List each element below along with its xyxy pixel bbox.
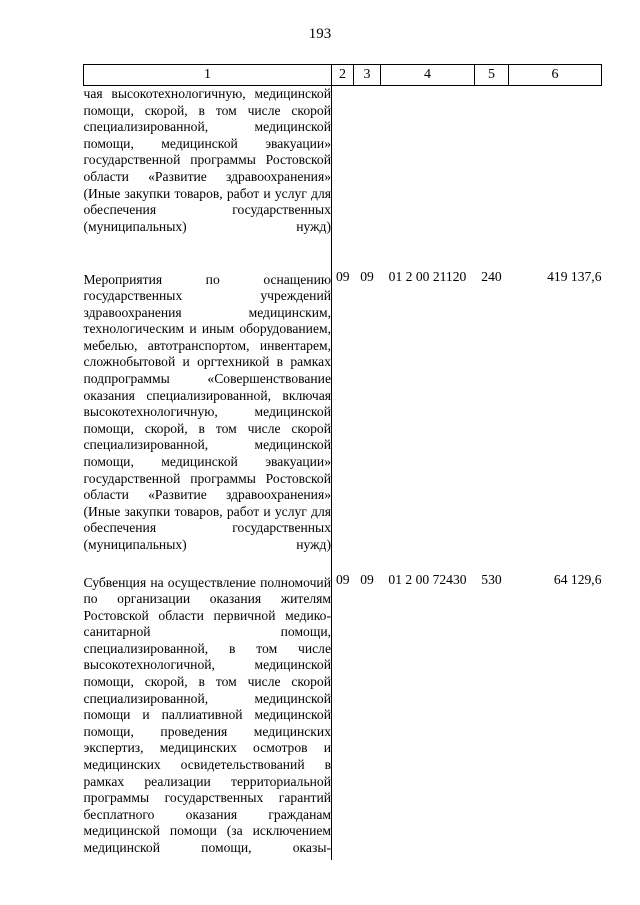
row-subsection-code xyxy=(354,86,381,269)
row-subsection-code: 09 xyxy=(360,268,374,284)
column-header-2: 2 xyxy=(332,65,354,86)
table-header-row xyxy=(84,65,602,86)
column-header-3: 3 xyxy=(354,65,381,86)
column-header-4: 4 xyxy=(381,65,475,86)
table-row xyxy=(84,86,602,269)
budget-table xyxy=(83,64,602,860)
row-expense-type-code: 530 xyxy=(481,571,502,587)
row-section-code: 09 xyxy=(335,571,350,587)
row-amount: 64 129,6 xyxy=(553,571,602,587)
column-header-6: 6 xyxy=(509,65,602,86)
row-expense-type-code xyxy=(475,86,509,269)
row-amount: 419 137,6 xyxy=(547,268,602,284)
table-row xyxy=(84,269,602,572)
row-expense-type-code: 240 xyxy=(481,268,502,284)
row-section-code xyxy=(332,86,354,269)
row-target-article-code xyxy=(381,86,475,269)
row-target-article-code: 01 2 00 21120 xyxy=(388,268,467,284)
row-description: Субвенция на осуществление полномочий по организации оказания жителям Ростовской области первичной медико-санитарной помощи, специализированной, в том числе высокотехнологичной, медицинской помощи, скорой, в том числе скорой специализированной, медицинской помощи и паллиативной медицинской помощи, проведения медицинских экспертиз, медицинских осмотров и медицинских освидетельствований в рамках реализации территориальной программы государственных гарантий бесплатного оказания гражданам медицинской помощи (за исключением медицинской помощи, оказы- xyxy=(84,572,332,860)
page-number: 193 xyxy=(308,26,332,42)
row-description: чая высокотехнологичную, медицинской помощи, скорой, в том числе скорой специализированной, медицинской помощи, медицинской эвакуации» государственной программы Ростовской области «Развитие здравоохранения» (Иные закупки товаров, работ и услуг для обеспечения государственных (муниципальных) нужд) xyxy=(84,86,332,269)
row-target-article-code: 01 2 00 72430 xyxy=(388,571,467,587)
column-header-1: 1 xyxy=(84,65,332,86)
row-description: Мероприятия по оснащению государственных учреждений здравоохранения медицинским, технологическим и иным оборудованием, мебелью, автотранспортом, инвентарем, сложнобытовой и оргтехникой в рамках подпрограммы «Совершенствование оказания специализированной, включая высокотехнологичную, медицинской помощи, скорой, в том числе скорой специализированной, медицинской помощи, медицинской эвакуации» государственной программы Ростовской области «Развитие здравоохранения» (Иные закупки товаров, работ и услуг для обеспечения государственных (муниципальных) нужд) xyxy=(84,269,332,572)
row-subsection-code: 09 xyxy=(360,571,374,587)
row-section-code: 09 xyxy=(335,268,350,284)
row-amount xyxy=(509,86,602,269)
column-header-5: 5 xyxy=(475,65,509,86)
table-row xyxy=(84,572,602,860)
